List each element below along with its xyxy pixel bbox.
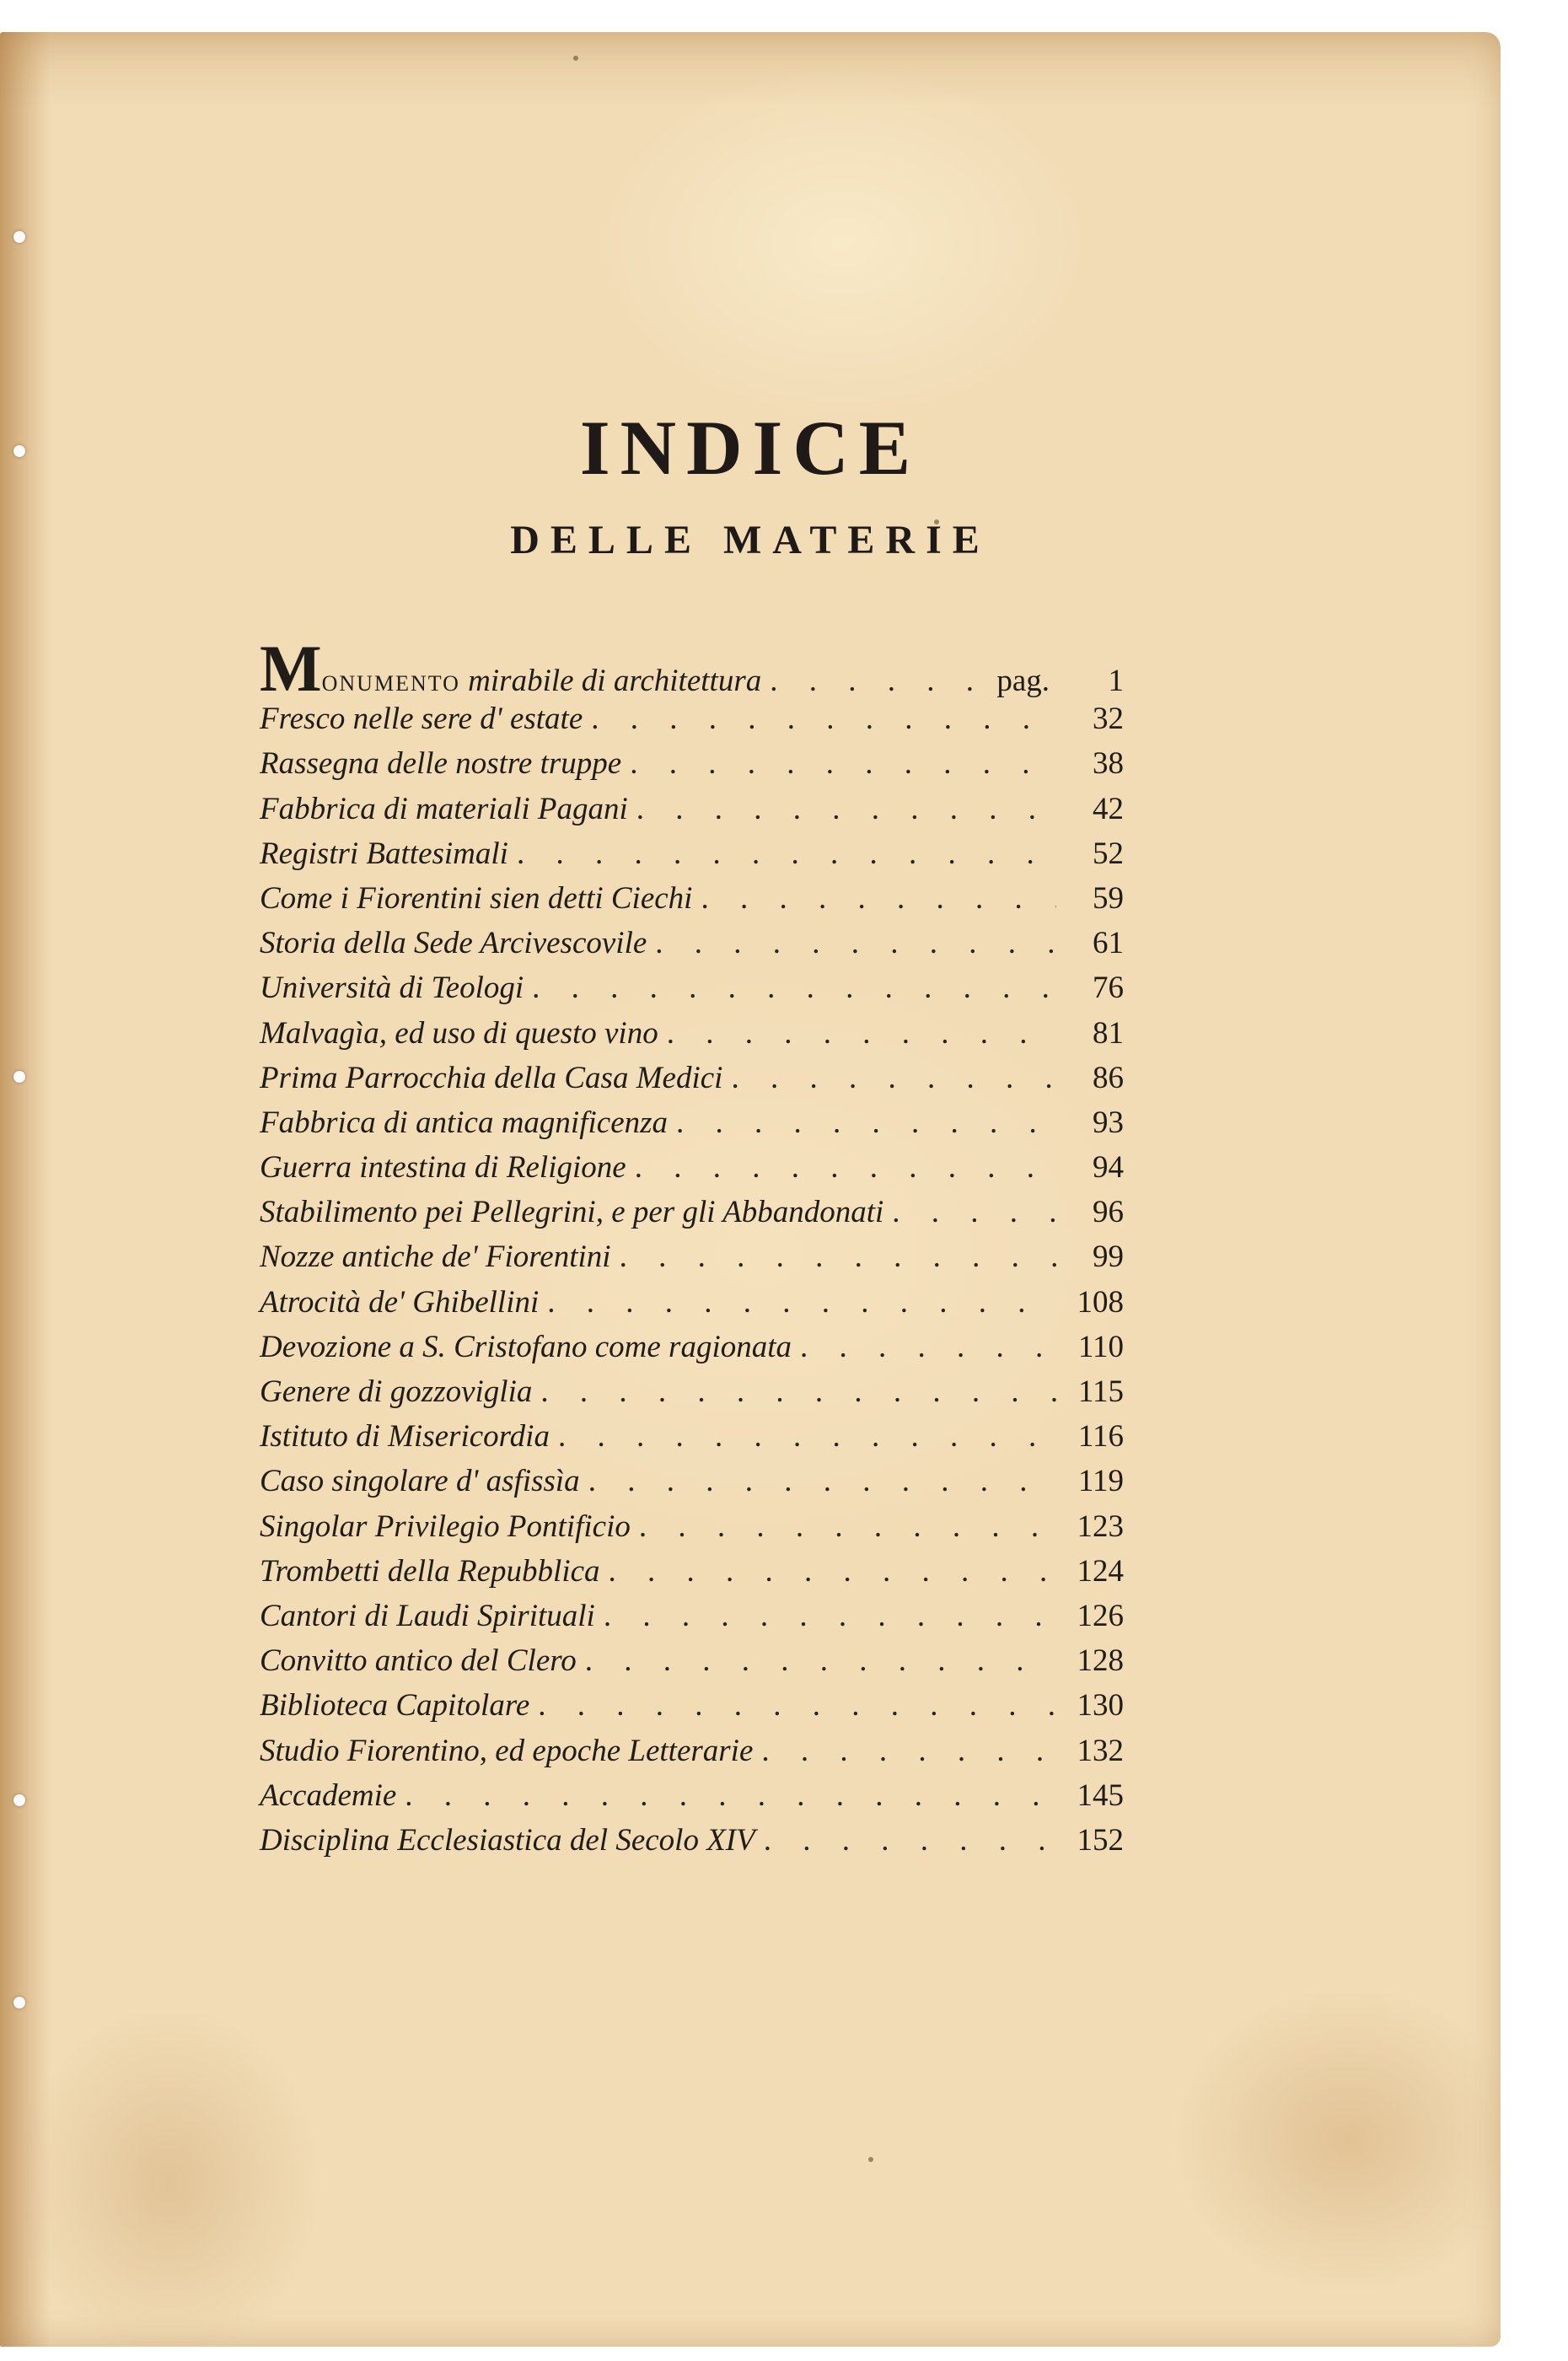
dot-leader bbox=[591, 696, 1056, 741]
dot-leader bbox=[761, 1729, 1056, 1773]
toc-page-number: 115 bbox=[1077, 1374, 1124, 1409]
toc-entry-title: Fresco nelle sere d' estate bbox=[260, 702, 583, 737]
toc-entry-title: Atrocità de' Ghibellini bbox=[260, 1284, 540, 1320]
toc-entry bbox=[260, 1683, 1124, 1728]
toc-page-number: 116 bbox=[1077, 1419, 1124, 1455]
toc-page-number: 152 bbox=[1077, 1822, 1124, 1858]
toc-entry bbox=[260, 965, 1124, 1010]
aged-paper-sheet bbox=[0, 32, 1501, 2347]
toc-entry-title: Genere di gozzoviglia bbox=[260, 1374, 533, 1409]
toc-entry bbox=[260, 741, 1124, 786]
toc-page-number: 119 bbox=[1077, 1464, 1124, 1499]
toc-page-number: 110 bbox=[1077, 1329, 1124, 1364]
toc-entry-title: Biblioteca Capitolare bbox=[260, 1688, 530, 1724]
toc-entry-title: Malvagìa, ed uso di questo vino bbox=[260, 1015, 658, 1051]
toc-entry-title: Trombetti della Repubblica bbox=[260, 1553, 600, 1589]
toc-page-number: 76 bbox=[1093, 971, 1124, 1006]
toc-entry bbox=[260, 1638, 1124, 1683]
dot-leader bbox=[639, 1504, 1056, 1549]
toc-entry bbox=[260, 1056, 1124, 1100]
toc-entry bbox=[260, 1414, 1124, 1459]
dot-leader bbox=[701, 876, 1056, 921]
dot-leader bbox=[655, 921, 1056, 965]
toc-entry-title: Stabilimento pei Pellegrini, e per gli Abbandonati bbox=[260, 1195, 884, 1230]
dot-leader bbox=[636, 787, 1056, 831]
toc-entry bbox=[260, 1145, 1124, 1190]
toc-page-number: 61 bbox=[1093, 926, 1124, 961]
toc-entry-title: Università di Teologi bbox=[260, 971, 524, 1006]
page-title: INDICE bbox=[579, 405, 921, 491]
ink-speck bbox=[573, 56, 578, 61]
drop-cap-letter: M bbox=[260, 632, 322, 705]
toc-entry-title: Come i Fiorentini sien detti Ciechi bbox=[260, 880, 693, 916]
page-subtitle: DELLE MATERIE bbox=[510, 518, 991, 562]
toc-entry-title: Caso singolare d' asfissìa bbox=[260, 1464, 580, 1499]
toc-entry bbox=[260, 632, 1124, 705]
binding-hole bbox=[13, 1794, 25, 1806]
toc-page-number: 145 bbox=[1077, 1777, 1124, 1813]
binding-hole bbox=[13, 231, 25, 243]
toc-entry bbox=[260, 831, 1124, 876]
toc-entry-title: Singolar Privilegio Pontificio bbox=[260, 1509, 631, 1544]
dot-leader bbox=[540, 1369, 1056, 1414]
title-rest: mirabile di architettura bbox=[459, 664, 762, 698]
dot-leader bbox=[764, 1818, 1056, 1863]
toc-page-number: 124 bbox=[1077, 1553, 1124, 1589]
toc-entry bbox=[260, 787, 1124, 831]
toc-page-number: 130 bbox=[1077, 1688, 1124, 1724]
toc-entry bbox=[260, 1100, 1124, 1145]
toc-page-number: 1 bbox=[1108, 664, 1124, 698]
toc-entry-title: Istituto di Misericordia bbox=[260, 1419, 550, 1455]
binding-hole bbox=[13, 1071, 25, 1083]
dot-leader bbox=[667, 1011, 1056, 1056]
toc-entry bbox=[260, 1504, 1124, 1549]
toc-entry-title: Disciplina Ecclesiastica del Secolo XIV bbox=[260, 1822, 755, 1858]
dot-leader bbox=[635, 1145, 1056, 1190]
dot-leader bbox=[676, 1100, 1056, 1145]
toc-entry bbox=[260, 1011, 1124, 1056]
dot-leader bbox=[892, 1190, 1056, 1234]
toc-entry bbox=[260, 1773, 1124, 1818]
dot-leader bbox=[620, 1234, 1056, 1279]
toc-page-number: 38 bbox=[1093, 746, 1124, 782]
toc-entry-title: Nozze antiche de' Fiorentini bbox=[260, 1240, 611, 1275]
toc-entry bbox=[260, 921, 1124, 965]
toc-entry bbox=[260, 1459, 1124, 1503]
toc-page-number: 123 bbox=[1077, 1509, 1124, 1544]
toc-entry-title: Accademie bbox=[260, 1777, 397, 1813]
dot-leader bbox=[630, 741, 1056, 786]
binding-hole bbox=[13, 1997, 25, 2009]
toc-entry bbox=[260, 1280, 1124, 1325]
toc-entry-title: Storia della Sede Arcivescovile bbox=[260, 926, 647, 961]
toc-entry bbox=[260, 1190, 1124, 1234]
toc-page-number: 42 bbox=[1093, 791, 1124, 826]
toc-entry bbox=[260, 696, 1124, 741]
dot-leader bbox=[517, 831, 1056, 876]
toc-page-number: 86 bbox=[1093, 1060, 1124, 1095]
dot-leader bbox=[538, 1683, 1056, 1728]
toc-page-number: 59 bbox=[1093, 880, 1124, 916]
toc-page-number: 128 bbox=[1077, 1643, 1124, 1679]
toc-page-number: 94 bbox=[1093, 1150, 1124, 1186]
toc-page-number: 132 bbox=[1077, 1733, 1124, 1768]
toc-page-number: 99 bbox=[1093, 1240, 1124, 1275]
toc-page-number: 81 bbox=[1093, 1015, 1124, 1051]
toc-entry-title: Registri Battesimali bbox=[260, 836, 508, 871]
toc-entry-title: Fabbrica di antica magnificenza bbox=[260, 1105, 669, 1140]
toc-entry bbox=[260, 1369, 1124, 1414]
dot-leader bbox=[585, 1638, 1056, 1683]
dot-leader bbox=[547, 1280, 1056, 1325]
toc-entry bbox=[260, 1818, 1124, 1863]
toc-entry-title: Cantori di Laudi Spirituali bbox=[260, 1598, 595, 1633]
toc-entry bbox=[260, 1594, 1124, 1638]
toc-page-number: 96 bbox=[1093, 1195, 1124, 1230]
toc-entry-title: Fabbrica di materiali Pagani bbox=[260, 791, 628, 826]
toc-page-number: 52 bbox=[1093, 836, 1124, 871]
toc-entry bbox=[260, 1234, 1124, 1279]
toc-page-number: 126 bbox=[1077, 1598, 1124, 1633]
dot-leader bbox=[604, 1594, 1056, 1638]
table-of-contents bbox=[260, 632, 1124, 1863]
toc-entry-title: Studio Fiorentino, ed epoche Letterarie bbox=[260, 1733, 754, 1768]
dot-leader bbox=[731, 1056, 1056, 1100]
toc-entry bbox=[260, 1729, 1124, 1773]
dot-leader bbox=[558, 1414, 1056, 1459]
dot-leader bbox=[800, 1325, 1056, 1369]
pag-abbreviation: pag. bbox=[996, 664, 1050, 698]
small-caps-text: onumento bbox=[321, 664, 460, 698]
toc-entry-title: Rassegna delle nostre truppe bbox=[260, 746, 622, 782]
toc-page-number: 108 bbox=[1077, 1284, 1124, 1320]
toc-entry-title: Convitto antico del Clero bbox=[260, 1643, 577, 1679]
toc-entry bbox=[260, 1325, 1124, 1369]
toc-entry bbox=[260, 876, 1124, 921]
dot-leader bbox=[532, 965, 1056, 1010]
dot-leader bbox=[588, 1459, 1056, 1503]
toc-page-number: 32 bbox=[1093, 702, 1124, 737]
toc-entry bbox=[260, 1549, 1124, 1594]
toc-entry-title: Prima Parrocchia della Casa Medici bbox=[260, 1060, 723, 1095]
ink-speck bbox=[868, 2157, 873, 2162]
toc-entry-title: Devozione a S. Cristofano come ragionata bbox=[260, 1329, 792, 1364]
toc-entry-title: Guerra intestina di Religione bbox=[260, 1150, 626, 1186]
dot-leader bbox=[609, 1549, 1056, 1594]
toc-entry-title bbox=[260, 632, 762, 705]
toc-page-number: 93 bbox=[1093, 1105, 1124, 1140]
dot-leader bbox=[405, 1773, 1056, 1818]
